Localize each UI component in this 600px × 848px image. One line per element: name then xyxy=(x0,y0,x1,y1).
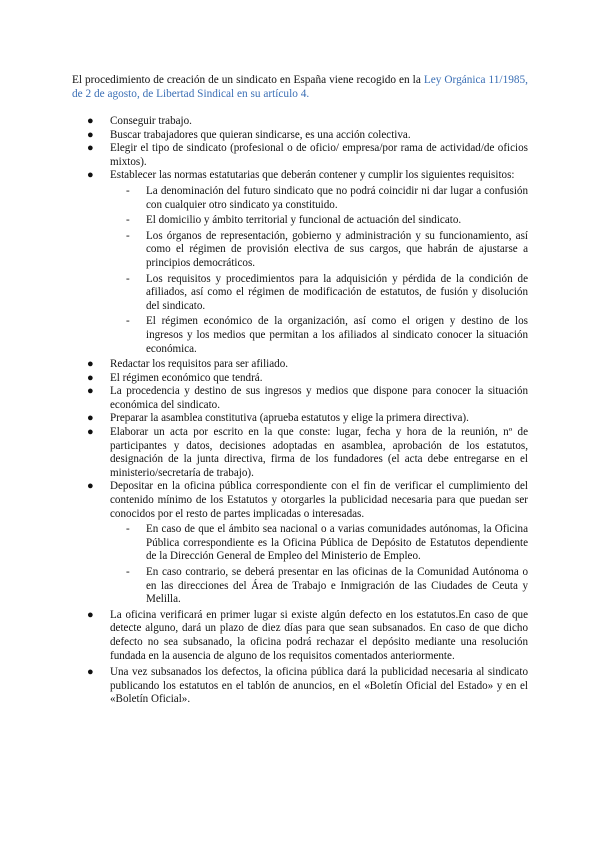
dash-icon: - xyxy=(126,229,130,242)
bullet-icon: ● xyxy=(87,358,94,371)
list-item xyxy=(72,480,528,606)
bullet-icon: ● xyxy=(87,142,94,155)
list-item xyxy=(72,412,528,426)
dash-icon: - xyxy=(126,523,130,536)
dash-icon: - xyxy=(126,566,130,578)
list-item xyxy=(72,426,528,480)
list-item xyxy=(72,358,528,372)
list-item-text: La procedencia y destino de sus ingresos y medios que dispone para conocer la situación económica del sindicato. xyxy=(110,385,528,411)
sublist-item xyxy=(110,566,528,607)
bullet-icon: ● xyxy=(87,426,94,439)
dash-icon: - xyxy=(126,184,130,197)
list-item-text: El régimen económico que tendrá. xyxy=(110,371,263,384)
sublist-item xyxy=(110,273,528,314)
dash-icon: - xyxy=(126,315,130,328)
sublist-item-text: Los órganos de representación, gobierno y administración y su funcionamiento, así como el régimen de provisión electiva de sus cargos, que habrán de ajustarse a principios democráticos. xyxy=(146,229,528,269)
bullet-icon: ● xyxy=(87,371,94,384)
sublist-item-text: Los requisitos y procedimientos para la adquisición y pérdida de la condición de afiliados, así como el régimen de modificación de estatutos, de fusión y disolución del sindicato. xyxy=(146,272,528,312)
bullet-icon: ● xyxy=(87,666,94,679)
bullet-icon: ● xyxy=(87,608,94,621)
list-item-text: Una vez subsanados los defectos, la oficina pública dará la publicidad necesaria al sindicato publicando los estatutos en el tablón de anuncios, en el «Boletín Oficial del Estado» y en el «Boletín Oficial». xyxy=(110,666,528,706)
sublist-item xyxy=(110,523,528,564)
dash-icon: - xyxy=(126,214,130,227)
list-item xyxy=(72,609,528,663)
list-item-text: Depositar en la oficina pública correspondiente con el fin de verificar el cumplimiento del contenido mínimo de los Estatutos y otorgarles la publicidad necesaria para que puedan ser conocidos por el resto de partes implicadas o interesadas. xyxy=(110,480,528,520)
intro-text: El procedimiento de creación de un sindicato en España viene recogido en la xyxy=(72,74,424,86)
sublist-item xyxy=(110,315,528,356)
list-item xyxy=(72,129,528,143)
sublist-item-text: En caso de que el ámbito sea nacional o a varias comunidades autónomas, la Oficina Pública correspondiente es la Oficina Pública de Depósito de Estatutos dependiente de la Dirección General de Empleo del Ministerio de Empleo. xyxy=(146,523,528,563)
sublist-item-text: El domicilio y ámbito territorial y funcional de actuación del sindicato. xyxy=(146,214,462,227)
list-item-text: Establecer las normas estatutarias que deberán contener y cumplir los siguientes requisitos: xyxy=(110,169,515,182)
sublist-item xyxy=(110,185,528,212)
dash-icon: - xyxy=(126,272,130,285)
law-link[interactable]: Ley Orgánica 11/1985, de 2 de agosto, de Libertad Sindical en su artículo 4. xyxy=(72,74,528,100)
bullet-icon: ● xyxy=(87,115,94,127)
bullet-icon: ● xyxy=(87,128,94,141)
sublist-item-text: En caso contrario, se deberá presentar en las oficinas de la Comunidad Autónoma o en las direcciones del Área de Trabajo e Inmigración de las Ciudades de Ceuta y Melilla. xyxy=(146,566,528,606)
list-item-text: Buscar trabajadores que quieran sindicarse, es una acción colectiva. xyxy=(110,128,411,141)
list-item xyxy=(72,385,528,412)
sublist-item xyxy=(110,214,528,228)
steps-list xyxy=(72,115,528,707)
sublist-item-text: El régimen económico de la organización, así como el origen y destino de los ingresos y los medios que permitan a los afiliados al sindicato conocer la situación económica. xyxy=(146,315,528,355)
list-item xyxy=(72,142,528,169)
bullet-icon: ● xyxy=(87,480,94,493)
requisitos-sublist xyxy=(110,185,528,356)
intro-paragraph xyxy=(72,73,528,101)
list-item xyxy=(72,115,528,129)
bullet-icon: ● xyxy=(87,412,94,425)
list-item-text: Redactar los requisitos para ser afiliado. xyxy=(110,358,289,371)
sublist-item-text: La denominación del futuro sindicato que no podrá coincidir ni dar lugar a confusión con cualquier otro sindicato ya constituido. xyxy=(146,184,528,211)
sublist-item xyxy=(110,230,528,271)
list-item xyxy=(72,372,528,386)
list-item xyxy=(72,666,528,707)
bullet-icon: ● xyxy=(87,169,94,182)
list-item-text: Conseguir trabajo. xyxy=(110,115,192,127)
bullet-icon: ● xyxy=(87,385,94,398)
list-item xyxy=(72,169,528,356)
list-item-text: Preparar la asamblea constitutiva (aprueba estatutos y elige la primera directiva). xyxy=(110,412,469,425)
list-item-text: Elaborar un acta por escrito en la que conste: lugar, fecha y hora de la reunión, nº de participantes y datos, decisiones adoptadas en asamblea, aprobación de los estatutos, designación de la junta directiva, firma de los fundadores (el acta debe entregarse en el ministerio/secretaría de trabajo). xyxy=(110,426,528,479)
deposito-sublist xyxy=(110,523,528,607)
list-item-text: La oficina verificará en primer lugar si existe algún defecto en los estatutos.En caso de que detecte alguno, dará un plazo de diez días para que sean subsanados. En caso de que dicho defecto no sea subsanado, la oficina podrá rechazar el depósito mediante una resolución fundada en la ausencia de alguno de los requisitos comentados anteriormente. xyxy=(110,608,528,662)
list-item-text: Elegir el tipo de sindicato (profesional o de oficio/ empresa/por rama de actividad/de oficios mixtos). xyxy=(110,142,528,168)
